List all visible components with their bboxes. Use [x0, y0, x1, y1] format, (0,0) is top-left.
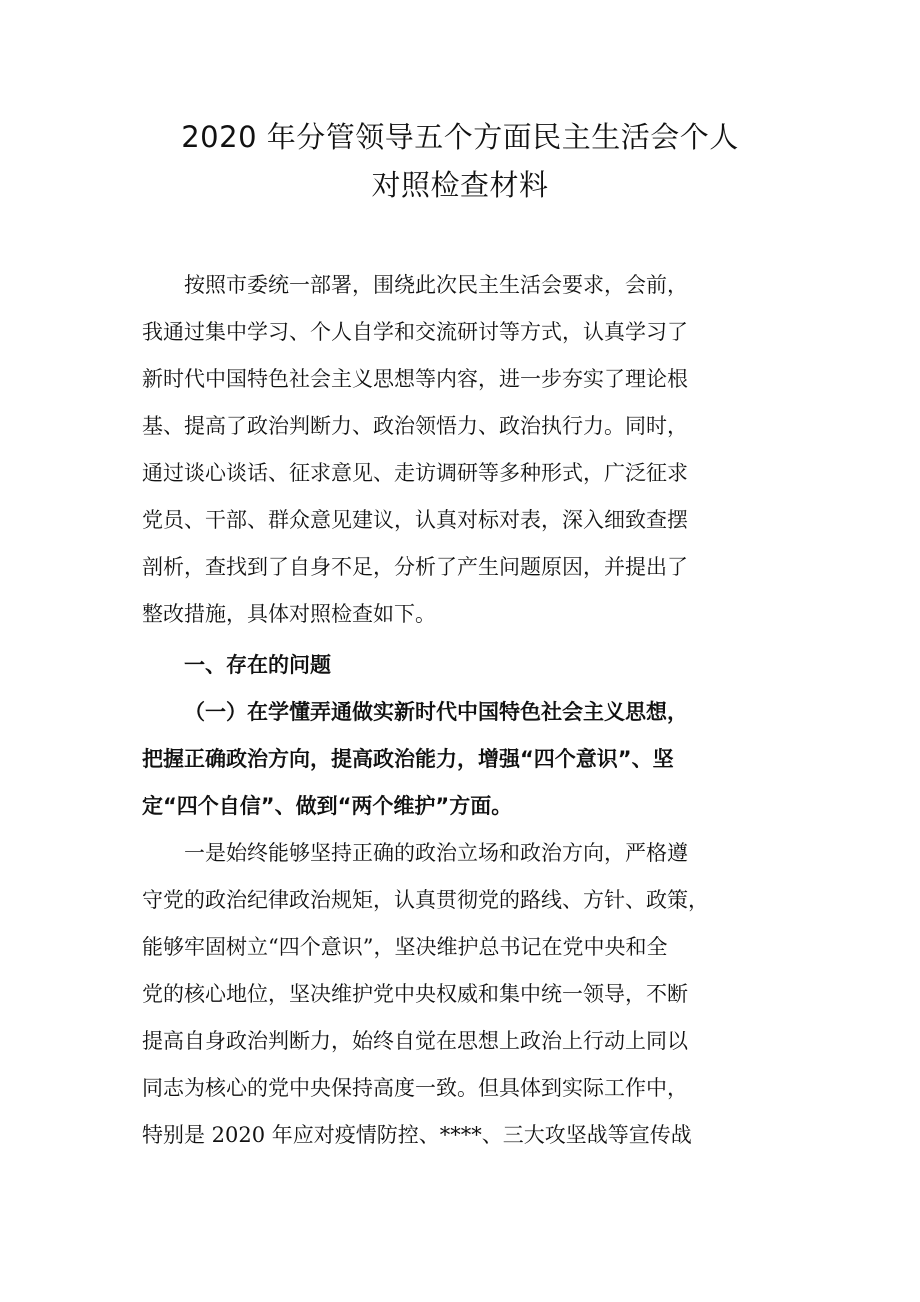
- intro-line: 剖析，查找到了自身不足，分析了产生问题原因，并提出了: [142, 555, 688, 579]
- title-line-1: 2020 年分管领导五个方面民主生活会个人: [181, 120, 739, 154]
- body-line: 特别是 2020 年应对疫情防控、****、三大攻坚战等宣传战: [142, 1123, 692, 1147]
- intro-line: 通过谈心谈话、征求意见、走访调研等多种形式，广泛征求: [142, 461, 688, 485]
- body-line: 守党的政治纪律政治规矩，认真贯彻党的路线、方针、政策，: [142, 888, 709, 912]
- document-page: [142, 0, 794, 1147]
- body-line: 一是始终能够坚持正确的政治立场和政治方向，严格遵: [184, 841, 688, 865]
- intro-line: 基、提高了政治判断力、政治领悟力、政治执行力。同时，: [142, 414, 688, 438]
- subsection-line: 定“四个自信”、做到“两个维护”方面。: [142, 794, 513, 818]
- body-line: 提高自身政治判断力，始终自觉在思想上政治上行动上同以: [142, 1029, 688, 1053]
- body-line: 党的核心地位，坚决维护党中央权威和集中统一领导，不断: [142, 982, 688, 1006]
- intro-line: 党员、干部、群众意见建议，认真对标对表，深入细致查摆: [142, 508, 688, 532]
- subsection-heading: [142, 689, 794, 830]
- document-title: [142, 0, 778, 209]
- subsection-line: 把握正确政治方向，提高政治能力，增强“四个意识”、坚: [142, 747, 674, 771]
- section-heading: [142, 642, 794, 689]
- intro-line: 整改措施，具体对照检查如下。: [142, 602, 436, 626]
- intro-paragraph: [142, 262, 794, 638]
- body-paragraph: [142, 830, 794, 1159]
- intro-line: 我通过集中学习、个人自学和交流研讨等方式，认真学习了: [142, 320, 688, 344]
- body-line: 能够牢固树立“四个意识”，坚决维护总书记在党中央和全: [142, 935, 668, 959]
- body-line: 同志为核心的党中央保持高度一致。但具体到实际工作中，: [142, 1076, 688, 1100]
- section-heading-text: 一、存在的问题: [184, 653, 331, 677]
- title-line-2: 对照检查材料: [371, 168, 549, 202]
- subsection-line: （一）在学懂弄通做实新时代中国特色社会主义思想，: [184, 700, 688, 724]
- intro-line: 按照市委统一部署，围绕此次民主生活会要求，会前，: [184, 273, 688, 297]
- intro-line: 新时代中国特色社会主义思想等内容，进一步夯实了理论根: [142, 367, 688, 391]
